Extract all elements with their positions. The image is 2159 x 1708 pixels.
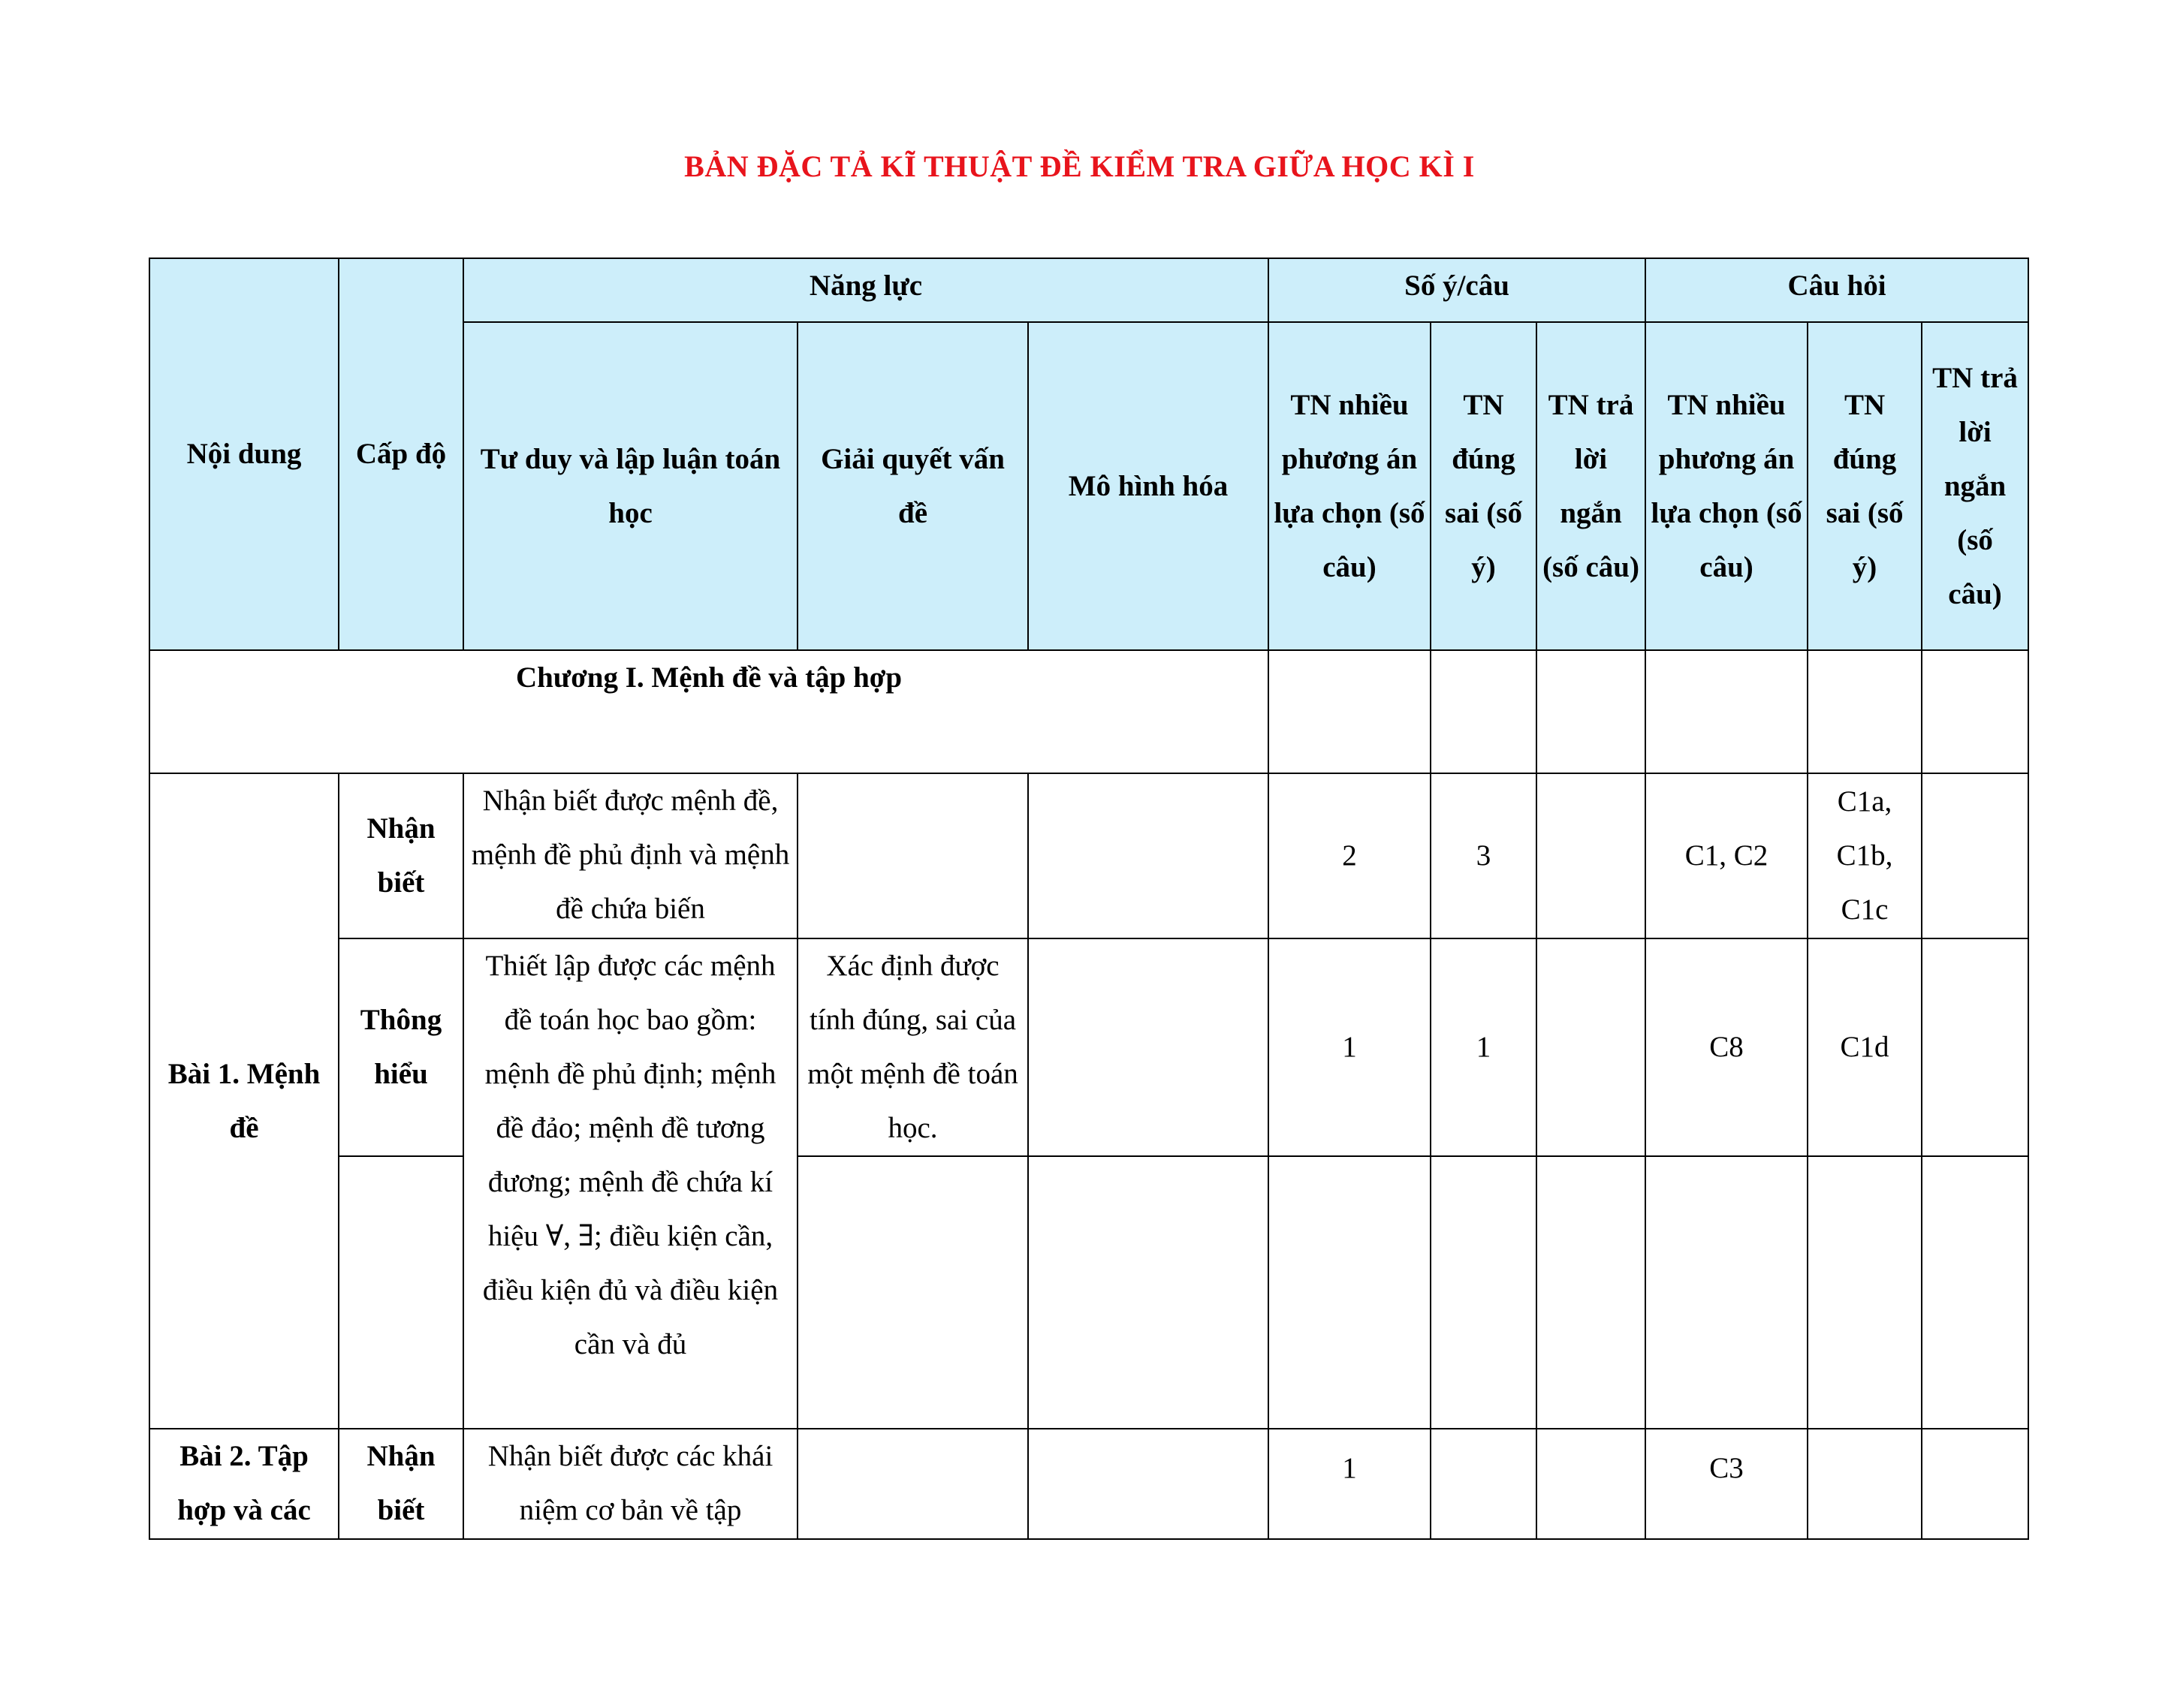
specification-table xyxy=(149,258,2029,1540)
cell-empty xyxy=(1431,1429,1536,1539)
lesson1-thong-hieu-cau-nhieu: C8 xyxy=(1645,938,1808,1156)
header-noi-dung: Nội dung xyxy=(149,258,339,650)
cell-empty xyxy=(1028,1156,1268,1429)
cell-empty xyxy=(1536,1429,1645,1539)
lesson1-nhan-biet-level: Nhận biết xyxy=(339,773,463,938)
cell-empty xyxy=(1431,650,1536,773)
page-title: BẢN ĐẶC TẢ KĨ THUẬT ĐỀ KIỂM TRA GIỮA HỌC KÌ I xyxy=(684,149,1475,183)
lesson1-name: Bài 1. Mệnh đề xyxy=(149,773,339,1429)
cell-empty xyxy=(1922,938,2028,1156)
cell-empty xyxy=(1645,1156,1808,1429)
header-tn-nhieu-cau: TN nhiều phương án lựa chọn (số câu) xyxy=(1645,322,1808,650)
header-mo-hinh: Mô hình hóa xyxy=(1028,322,1268,650)
lesson1-thong-hieu-tu-duy: Thiết lập được các mệnh đề toán học bao gồm: mệnh đề phủ định; mệnh đề đảo; mệnh đề tương đương; mệnh đề chứa kí hiệu ∀, ∃; điều kiện cần, điều kiện đủ và điều kiện cần và đủ xyxy=(463,938,798,1429)
lesson2-nhan-biet-cau-nhieu: C3 xyxy=(1645,1429,1808,1539)
lesson1-thong-hieu-giai-quyet: Xác định được tính đúng, sai của một mệnh đề toán học. xyxy=(798,938,1028,1156)
cell-empty xyxy=(1922,1429,2028,1539)
cell-empty xyxy=(1431,1156,1536,1429)
cell-empty xyxy=(1536,938,1645,1156)
header-cau-hoi: Câu hỏi xyxy=(1645,258,2028,322)
cell-empty xyxy=(1808,1156,1922,1429)
cell-empty xyxy=(1268,1156,1431,1429)
cell-empty xyxy=(1028,938,1268,1156)
lesson1-nhan-biet-tn-nhieu: 2 xyxy=(1268,773,1431,938)
header-giai-quyet: Giải quyết vấn đề xyxy=(798,322,1028,650)
header-nang-luc: Năng lực xyxy=(463,258,1268,322)
cell-empty xyxy=(1536,650,1645,773)
lesson1-nhan-biet-tu-duy: Nhận biết được mệnh đề, mệnh đề phủ định và mệnh đề chứa biến xyxy=(463,773,798,938)
lesson2-nhan-biet-level: Nhận biết xyxy=(339,1429,463,1539)
cell-empty xyxy=(1028,773,1268,938)
header-tn-nhieu-so: TN nhiều phương án lựa chọn (số câu) xyxy=(1268,322,1431,650)
cell-empty xyxy=(798,773,1028,938)
header-tn-dung-sai-so: TN đúng sai (số ý) xyxy=(1431,322,1536,650)
header-tn-dung-sai-cau: TN đúng sai (số ý) xyxy=(1808,322,1922,650)
chapter-title: Chương I. Mệnh đề và tập hợp xyxy=(149,650,1268,773)
lesson2-nhan-biet-tn-nhieu: 1 xyxy=(1268,1429,1431,1539)
cell-empty xyxy=(339,1156,463,1429)
cell-empty xyxy=(1028,1429,1268,1539)
cell-empty xyxy=(1922,1156,2028,1429)
header-tu-duy: Tư duy và lập luận toán học xyxy=(463,322,798,650)
lesson1-nhan-biet-cau-nhieu: C1, C2 xyxy=(1645,773,1808,938)
lesson1-thong-hieu-cau-dung-sai: C1d xyxy=(1808,938,1922,1156)
lesson1-nhan-biet-cau-dung-sai: C1a, C1b, C1c xyxy=(1808,773,1922,938)
cell-empty xyxy=(1645,650,1808,773)
cell-empty xyxy=(1536,1156,1645,1429)
cell-empty xyxy=(798,1429,1028,1539)
cell-empty xyxy=(1808,1429,1922,1539)
cell-empty xyxy=(1922,773,2028,938)
lesson2-name: Bài 2. Tập hợp và các xyxy=(149,1429,339,1539)
cell-empty xyxy=(1922,650,2028,773)
cell-empty xyxy=(1536,773,1645,938)
header-tn-tra-loi-cau: TN trả lời ngắn (số câu) xyxy=(1922,322,2028,650)
header-so-y-cau: Số ý/câu xyxy=(1268,258,1645,322)
lesson1-nhan-biet-tn-dung-sai: 3 xyxy=(1431,773,1536,938)
header-cap-do: Cấp độ xyxy=(339,258,463,650)
lesson2-nhan-biet-tu-duy: Nhận biết được các khái niệm cơ bản về tập xyxy=(463,1429,798,1539)
header-tn-tra-loi-so: TN trả lời ngắn (số câu) xyxy=(1536,322,1645,650)
lesson1-thong-hieu-level: Thông hiểu xyxy=(339,938,463,1156)
lesson1-thong-hieu-tn-dung-sai: 1 xyxy=(1431,938,1536,1156)
cell-empty xyxy=(1268,650,1431,773)
cell-empty xyxy=(1808,650,1922,773)
lesson1-thong-hieu-tn-nhieu: 1 xyxy=(1268,938,1431,1156)
cell-empty xyxy=(798,1156,1028,1429)
